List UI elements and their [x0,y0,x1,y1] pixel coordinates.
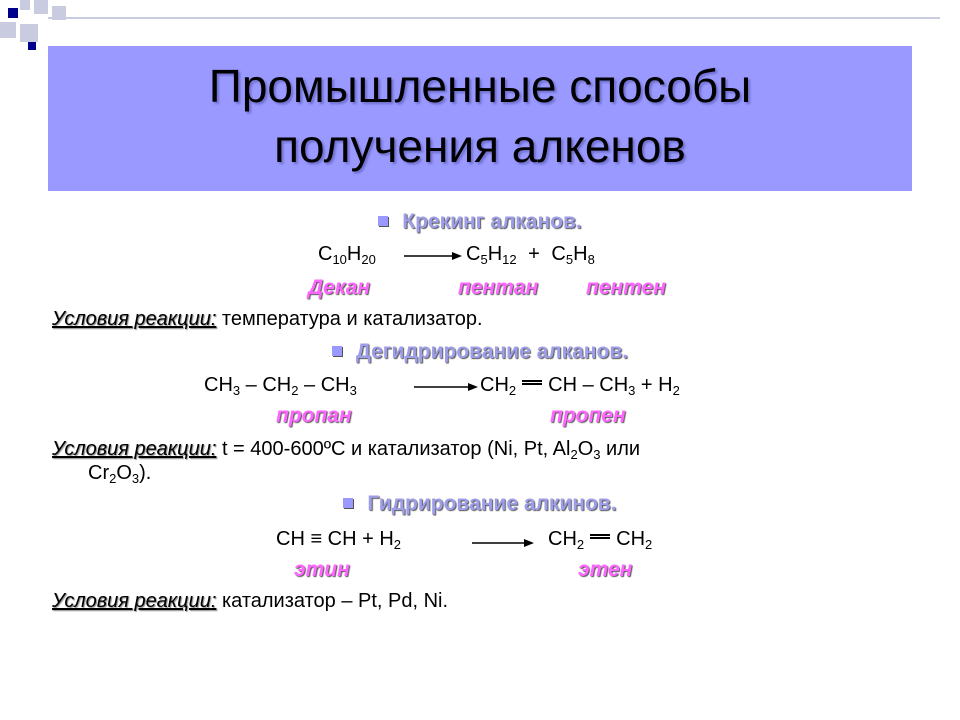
conditions-dehydro-cont: $Cr_2O_3$). [88,462,152,486]
heading-dehydrogenation: Дегидрирование алканов. [0,340,960,364]
reaction-arrow-icon [414,381,478,393]
conditions-cracking: Условия реакции: температура и катализатор. [52,308,483,330]
equation-cracking-products: $C_5H_{12} + C_5H_8$ [466,243,595,267]
title-line-2: получения алкенов [274,120,686,172]
reaction-arrow-icon [404,250,462,262]
deco-square-light [20,24,38,42]
conditions-hydro: Условия реакции: катализатор – Pt, Pd, Ni. [52,590,449,612]
deco-square-dark [28,42,36,50]
name-propene: пропен [550,404,626,427]
conditions-dehydro: Условия реакции: t = 400-600ºC и катализатор (Ni, Pt, $Al_2O_3$ или [52,438,641,462]
deco-square-light [0,22,16,38]
name-ethyne: этин [294,558,350,581]
deco-square-dark [8,8,18,18]
conditions-label: Условия реакции: [52,308,217,330]
double-bond-icon [522,380,542,385]
reaction-arrow-icon [472,537,534,549]
slide-title [48,56,912,176]
equation-hydro-reactant: CH ≡ CH + $H_2$ [276,528,402,552]
deco-line [48,17,940,19]
name-propane: пропан [276,404,352,427]
equation-hydro-product: $CH_2$ $CH_2$ [548,528,653,552]
equation-dehydro-product: $CH_2$ CH – $CH_3 + H_2$ [480,374,680,398]
name-decane: Декан [308,276,371,299]
title-line-1: Промышленные способы [208,60,752,112]
heading-hydrogenation: Гидрирование алкинов. [0,492,960,516]
name-ethene: этен [578,558,633,581]
heading-cracking: Крекинг алканов. [0,210,960,234]
double-bond-icon [590,534,610,539]
equation-cracking-reactant: $C_{10}H_{20}$ [318,243,376,267]
bullet-icon [343,498,353,508]
deco-square-light [20,0,30,10]
deco-square-light [34,0,48,14]
bullet-icon [332,346,342,356]
equation-dehydro-reactant: $CH_3 - CH_2 - CH_3$ [204,374,357,398]
name-pentane: пентан [458,276,539,299]
bullet-icon [378,216,388,226]
name-pentene: пентен [586,276,666,299]
conditions-label: Условия реакции [52,438,211,460]
conditions-label: Условия реакции [52,590,211,612]
